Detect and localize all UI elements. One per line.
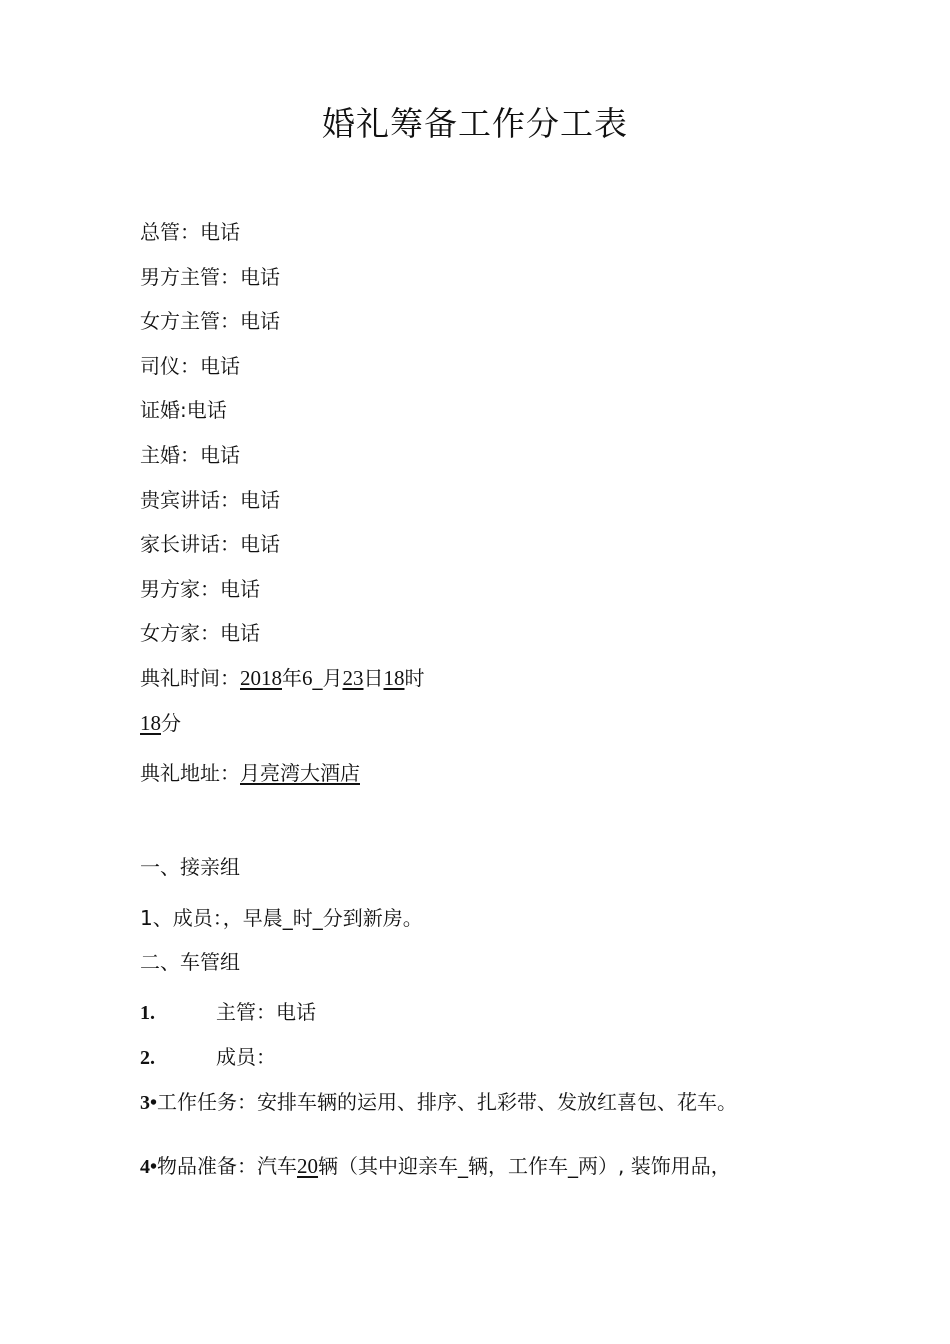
- role-line: 证婚:电话: [140, 398, 227, 422]
- role-line: 总管：电话: [140, 220, 240, 244]
- role-line: 女方家：电话: [140, 621, 260, 645]
- ceremony-place-line: 典礼地址：月亮湾大酒店: [140, 761, 360, 785]
- ceremony-time-minute: 18分: [140, 711, 181, 735]
- list-item: 1. 主管：电话: [140, 1000, 316, 1024]
- role-line: 主婚：电话: [140, 443, 240, 467]
- page-title: 婚礼筹备工作分工表: [322, 104, 628, 143]
- role-line: 男方家：电话: [140, 577, 260, 601]
- list-item: 2. 成员：: [140, 1045, 276, 1069]
- section-heading: 一、接亲组: [140, 855, 240, 879]
- role-line: 女方主管：电话: [140, 309, 280, 333]
- role-line: 家长讲话：电话: [140, 532, 280, 556]
- list-item: 4•物品准备：汽车20辆（其中迎亲车_辆，工作车_两）, 装饰用品，: [140, 1154, 731, 1178]
- list-item: 1、成员：，早晨_时_分到新房。: [140, 906, 423, 930]
- list-item: 3•工作任务：安排车辆的运用、排序、扎彩带、发放红喜包、花车。: [140, 1090, 738, 1114]
- role-line: 司仪：电话: [140, 354, 240, 378]
- role-line: 贵宾讲话：电话: [140, 488, 280, 512]
- ceremony-time-line: 典礼时间：2018年6_月23日18时: [140, 666, 425, 690]
- role-line: 男方主管：电话: [140, 265, 280, 289]
- section-heading: 二、车管组: [140, 950, 240, 974]
